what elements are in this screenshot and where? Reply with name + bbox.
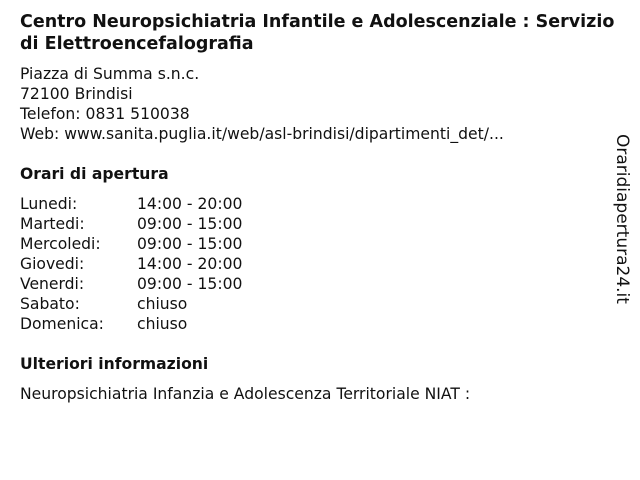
time-value: 09:00 - 15:00 (137, 215, 243, 233)
phone-number: Telefon: 0831 510038 (20, 105, 190, 123)
street-address: Piazza di Summa s.n.c. (20, 65, 200, 83)
watermark-text: Oraridiapertura24.it (612, 134, 632, 304)
more-info-heading: Ulteriori informazioni (20, 355, 209, 373)
site-watermark (610, 134, 638, 312)
address-block (20, 64, 504, 144)
day-label: Lunedi: (20, 195, 78, 213)
day-label: Mercoledi: (20, 235, 101, 253)
day-label: Giovedi: (20, 255, 85, 273)
hours-row-wednesday (20, 234, 242, 254)
city-address: 72100 Brindisi (20, 85, 133, 103)
website-link[interactable]: Web: www.sanita.puglia.it/web/asl-brindisi/dipartimenti_det/... (20, 125, 504, 143)
time-value: 09:00 - 15:00 (137, 275, 243, 293)
hours-row-thursday (20, 254, 242, 274)
day-label: Sabato: (20, 295, 80, 313)
hours-row-monday (20, 194, 242, 214)
day-label: Venerdi: (20, 275, 85, 293)
hours-row-tuesday (20, 214, 242, 234)
hours-row-saturday (20, 294, 242, 314)
time-value: 14:00 - 20:00 (137, 195, 243, 213)
opening-hours-table (20, 194, 242, 334)
opening-hours-heading: Orari di apertura (20, 165, 169, 183)
page-title: Centro Neuropsichiatria Infantile e Adolescenziale : Servizio di Elettroencefalografia (20, 12, 615, 54)
time-value: 09:00 - 15:00 (137, 235, 243, 253)
day-label: Domenica: (20, 315, 104, 333)
day-label: Martedi: (20, 215, 85, 233)
time-value: chiuso (137, 295, 188, 313)
time-value: chiuso (137, 315, 188, 333)
time-value: 14:00 - 20:00 (137, 255, 243, 273)
hours-row-friday (20, 274, 242, 294)
more-info-text: Neuropsichiatria Infanzia e Adolescenza Territoriale NIAT : (20, 385, 471, 403)
hours-row-sunday (20, 314, 242, 334)
